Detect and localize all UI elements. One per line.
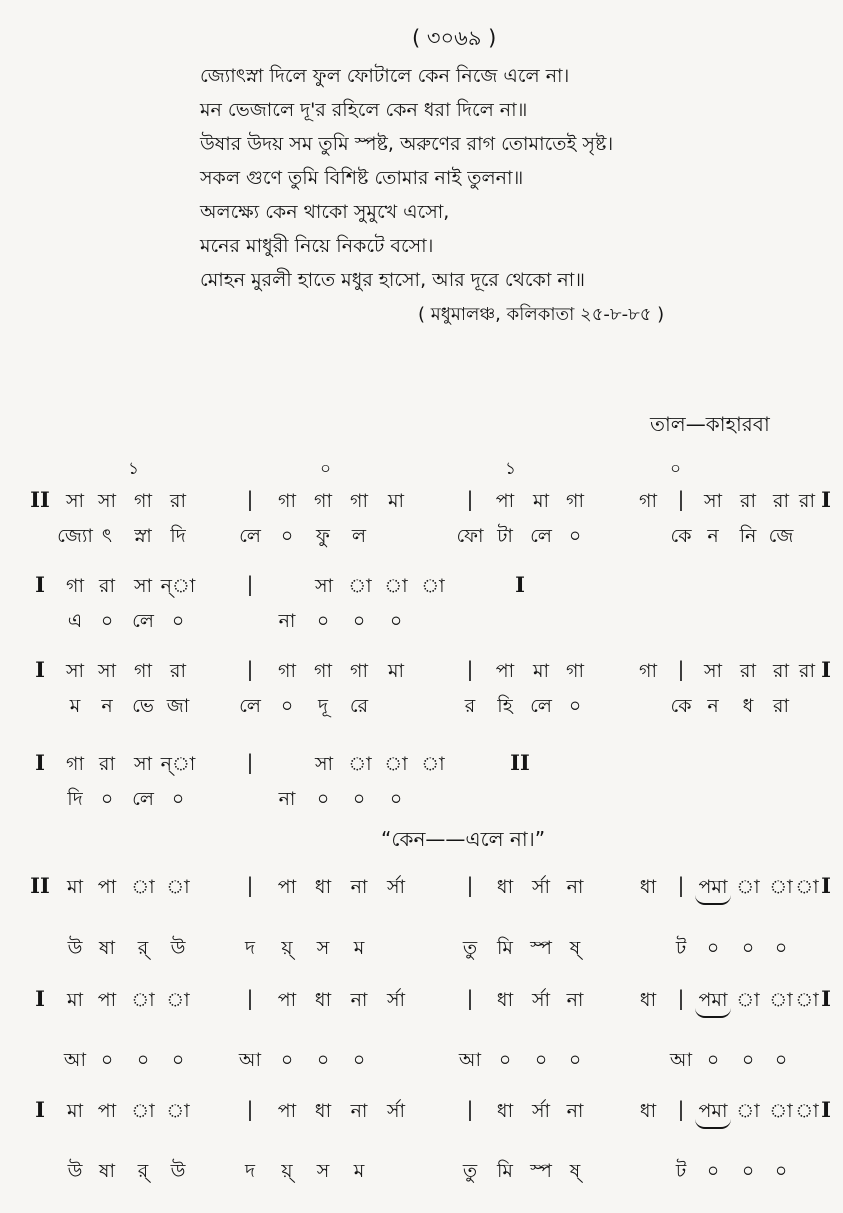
end-bar-symbol: I — [821, 657, 831, 682]
swara-note: সা — [133, 753, 153, 775]
swara-note: া — [131, 876, 155, 898]
swara-note: া — [421, 575, 445, 597]
lyric-syllable: লে — [530, 525, 552, 547]
lyric-syllable: ০ — [100, 1049, 114, 1071]
syllable-row — [0, 1157, 843, 1195]
lyric-syllable: দূ — [318, 695, 328, 717]
lyric-syllable: ধ — [742, 695, 754, 717]
lyric-syllable: উ — [67, 937, 83, 959]
lyric-line: মোহন মুরলী হাতে মধুর হাসো, আর দূরে থেকো না॥ — [200, 269, 585, 291]
swara-note: পা — [97, 1100, 117, 1122]
swara-note: গা — [278, 490, 296, 512]
end-bar-symbol: I — [821, 873, 831, 898]
swara-note: া — [348, 575, 372, 597]
swara-note: ন্া — [160, 575, 196, 597]
lyric-syllable: আ — [458, 1049, 482, 1071]
lyric-syllable: র্ — [137, 937, 149, 959]
swara-note: সা — [133, 575, 153, 597]
beat-count: ০ — [320, 459, 332, 479]
slur-mark — [695, 1008, 731, 1018]
swara-note: পা — [277, 876, 297, 898]
lyric-syllable: ০ — [568, 1049, 582, 1071]
lyric-syllable: ষ্ — [569, 937, 581, 959]
start-bar-symbol: II — [30, 487, 50, 512]
lyric-syllable: লে — [239, 525, 261, 547]
swara-note: ধা — [314, 989, 332, 1011]
lyric-syllable: উ — [170, 937, 186, 959]
swara-note: া — [795, 1100, 819, 1122]
swara-note: সা — [314, 753, 334, 775]
bar-line: | — [677, 986, 685, 1010]
bar-line: | — [677, 657, 685, 681]
start-bar-symbol: I — [35, 1097, 45, 1122]
swara-note: া — [795, 876, 819, 898]
lyric-syllable: দ — [245, 937, 255, 959]
bar-line: | — [246, 750, 254, 774]
notation-row — [0, 1097, 843, 1135]
swara-note: া — [769, 989, 793, 1011]
swara-note: পা — [277, 1100, 297, 1122]
swara-note: সা — [703, 660, 723, 682]
swara-note: া — [348, 753, 372, 775]
bar-line: | — [246, 986, 254, 1010]
swara-note: মা — [66, 876, 84, 898]
lyric-syllable: স্প — [530, 1160, 552, 1182]
swara-note: রা — [773, 490, 789, 512]
lyric-syllable: ম — [69, 695, 81, 717]
lyric-syllable: ০ — [774, 1160, 788, 1182]
lyric-syllable: ০ — [706, 1049, 720, 1071]
swara-note: গা — [134, 660, 152, 682]
notation-row — [0, 487, 843, 525]
lyric-syllable: ০ — [352, 1049, 366, 1071]
lyric-syllable: স্প — [530, 937, 552, 959]
lyric-syllable: স — [316, 1160, 330, 1182]
swara-note: া — [769, 876, 793, 898]
lyric-syllable: না — [278, 788, 296, 810]
lyric-syllable: ০ — [316, 610, 330, 632]
lyric-syllable: ০ — [498, 1049, 512, 1071]
refrain-heading: “কেন——এলে না।” — [381, 827, 546, 851]
swara-note: ন্া — [160, 753, 196, 775]
lyric-syllable: ০ — [568, 525, 582, 547]
lyric-syllable: মি — [497, 937, 513, 959]
lyric-syllable: ন — [707, 525, 719, 547]
lyric-syllable: ০ — [171, 610, 185, 632]
swara-note: সা — [97, 660, 117, 682]
swara-note: রা — [99, 575, 115, 597]
lyric-syllable: ০ — [741, 1049, 755, 1071]
lyric-syllable: টা — [497, 525, 513, 547]
lyric-syllable: ০ — [706, 937, 720, 959]
swara-note: া — [384, 575, 408, 597]
lyric-syllable: জে — [768, 525, 794, 547]
lyric-syllable: লে — [132, 788, 154, 810]
swara-note: সা — [65, 490, 85, 512]
swara-note: া — [131, 1100, 155, 1122]
lyric-line: সকল গুণে তুমি বিশিষ্ট তোমার নাই তুলনা॥ — [200, 167, 524, 189]
syllable-row — [0, 785, 843, 823]
swara-note: রা — [773, 660, 789, 682]
lyric-syllable: লে — [530, 695, 552, 717]
lyric-syllable: স — [316, 937, 330, 959]
lyric-syllable: আ — [63, 1049, 87, 1071]
swara-note: গা — [350, 490, 368, 512]
lyric-syllable: উ — [170, 1160, 186, 1182]
beat-count: ১ — [505, 459, 517, 479]
notation-row — [0, 657, 843, 695]
bar-line: | — [466, 1097, 474, 1121]
swara-note: পা — [495, 660, 515, 682]
lyric-syllable: র — [464, 695, 476, 717]
bar-line: | — [466, 657, 474, 681]
lyric-syllable: ম — [353, 937, 365, 959]
bar-line: | — [246, 657, 254, 681]
swara-note: সা — [314, 575, 334, 597]
swara-note: র্সা — [531, 1100, 551, 1122]
swara-note: গা — [639, 490, 657, 512]
lyric-syllable: লে — [132, 610, 154, 632]
syllable-row — [0, 607, 843, 645]
lyric-syllable: রে — [349, 695, 369, 717]
swara-note: সা — [97, 490, 117, 512]
lyric-syllable: ০ — [352, 610, 366, 632]
notation-row — [0, 750, 843, 788]
syllable-row — [0, 934, 843, 972]
lyric-syllable: ০ — [352, 788, 366, 810]
bar-line: | — [466, 986, 474, 1010]
lyric-syllable: ন — [707, 695, 719, 717]
swara-note: না — [566, 989, 584, 1011]
start-bar-symbol: I — [35, 750, 45, 775]
beat-count: ০ — [670, 459, 682, 479]
lyric-syllable: ০ — [280, 525, 294, 547]
lyric-syllable: ০ — [100, 610, 114, 632]
bar-line: | — [246, 1097, 254, 1121]
lyric-syllable: ০ — [568, 695, 582, 717]
swara-note: রা — [170, 660, 186, 682]
lyric-syllable: ০ — [280, 695, 294, 717]
swara-note: া — [131, 989, 155, 1011]
lyric-syllable: হি — [497, 695, 513, 717]
lyric-syllable: নি — [739, 525, 757, 547]
lyric-syllable: ০ — [389, 610, 403, 632]
swara-note: ধা — [496, 876, 514, 898]
start-bar-symbol: II — [30, 873, 50, 898]
lyric-syllable: ০ — [171, 788, 185, 810]
swara-note: পা — [495, 490, 515, 512]
lyric-syllable: এ — [67, 610, 83, 632]
swara-note: গা — [278, 660, 296, 682]
lyric-syllable: ল — [351, 525, 367, 547]
lyric-syllable: ন — [101, 695, 113, 717]
swara-note: া — [795, 989, 819, 1011]
swara-note: রা — [740, 490, 756, 512]
bar-line: | — [466, 873, 474, 897]
swara-note: রা — [99, 753, 115, 775]
notation-row — [0, 986, 843, 1024]
lyric-syllable: তু — [462, 937, 478, 959]
lyric-syllable: দি — [67, 788, 83, 810]
start-bar-symbol: I — [35, 986, 45, 1011]
swara-note: া — [736, 1100, 760, 1122]
swara-note: রা — [170, 490, 186, 512]
bar-line: | — [677, 487, 685, 511]
swara-note: া — [166, 876, 190, 898]
lyric-line: অলক্ষ্যে কেন থাকো সুমুখে এসো, — [200, 201, 450, 223]
swara-note: না — [350, 989, 368, 1011]
lyric-syllable: ০ — [100, 788, 114, 810]
swara-note: পমা — [698, 989, 728, 1011]
swara-note: না — [350, 1100, 368, 1122]
lyric-syllable: কে — [670, 525, 692, 547]
lyric-syllable: ০ — [774, 1049, 788, 1071]
swara-note: ধা — [314, 1100, 332, 1122]
start-bar-symbol: I — [35, 572, 45, 597]
swara-note: গা — [66, 575, 84, 597]
lyric-syllable: দ — [245, 1160, 255, 1182]
song-number: ( ৩০৬৯ ) — [412, 26, 497, 50]
lyric-syllable: ট — [675, 937, 687, 959]
swara-note: ধা — [314, 876, 332, 898]
swara-note: র্সা — [531, 876, 551, 898]
swara-note: গা — [314, 490, 332, 512]
swara-note: না — [566, 876, 584, 898]
lyric-syllable: ভে — [132, 695, 154, 717]
lyric-syllable: আ — [669, 1049, 693, 1071]
swara-note: ধা — [496, 1100, 514, 1122]
lyric-syllable: মি — [497, 1160, 513, 1182]
lyric-syllable: ০ — [316, 1049, 330, 1071]
swara-note: রা — [799, 660, 815, 682]
lyric-syllable: ০ — [316, 788, 330, 810]
swara-note: মা — [387, 660, 405, 682]
syllable-row — [0, 1046, 843, 1084]
swara-note: গা — [566, 660, 584, 682]
lyric-syllable: ০ — [534, 1049, 548, 1071]
swara-note: সা — [703, 490, 723, 512]
notation-row — [0, 873, 843, 911]
swara-note: া — [736, 989, 760, 1011]
swara-note: না — [566, 1100, 584, 1122]
swara-note: ধা — [639, 1100, 657, 1122]
swara-note: পা — [97, 989, 117, 1011]
swara-note: মা — [66, 989, 84, 1011]
lyric-syllable: ৎ — [101, 525, 113, 547]
lyric-syllable: র্ — [137, 1160, 149, 1182]
swara-note: া — [421, 753, 445, 775]
swara-note: গা — [350, 660, 368, 682]
lyric-syllable: ম — [353, 1160, 365, 1182]
swara-note: মা — [66, 1100, 84, 1122]
swara-note: র্সা — [531, 989, 551, 1011]
end-bar-symbol: I — [821, 1097, 831, 1122]
swara-note: গা — [566, 490, 584, 512]
lyric-syllable: জ্যো — [57, 525, 93, 547]
swara-note: পা — [277, 989, 297, 1011]
swara-note: মা — [532, 490, 550, 512]
lyric-syllable: ষা — [99, 1160, 115, 1182]
lyric-syllable: ০ — [389, 788, 403, 810]
tala-label: তাল—কাহারবা — [650, 412, 770, 436]
lyric-syllable: ০ — [706, 1160, 720, 1182]
syllable-row — [0, 522, 843, 560]
swara-note: না — [350, 876, 368, 898]
lyric-line: মন ভেজালে দূ'র রহিলে কেন ধরা দিলে না॥ — [200, 99, 528, 121]
lyric-syllable: জা — [166, 695, 190, 717]
lyric-syllable: তু — [462, 1160, 478, 1182]
swara-note: পমা — [698, 876, 728, 898]
swara-note: া — [166, 1100, 190, 1122]
swara-note: ধা — [639, 989, 657, 1011]
lyric-syllable: য়্ — [281, 1160, 293, 1182]
lyric-syllable: ০ — [171, 1049, 185, 1071]
lyric-line: উষার উদয় সম তুমি স্পষ্ট, অরুণের রাগ তোমাতেই সৃষ্ট। — [200, 133, 614, 155]
lyric-syllable: না — [278, 610, 296, 632]
swara-note: গা — [639, 660, 657, 682]
swara-note: পা — [97, 876, 117, 898]
start-bar-symbol: I — [35, 657, 45, 682]
end-bar-symbol: I — [515, 572, 525, 597]
lyric-syllable: ষা — [99, 937, 115, 959]
swara-note: সা — [65, 660, 85, 682]
swara-note: ধা — [639, 876, 657, 898]
swara-note: ধা — [496, 989, 514, 1011]
lyric-syllable: ফো — [456, 525, 484, 547]
lyric-syllable: ০ — [280, 1049, 294, 1071]
swara-note: মা — [387, 490, 405, 512]
end-bar-symbol: I — [821, 487, 831, 512]
lyric-syllable: রা — [773, 695, 789, 717]
lyric-syllable: লে — [239, 695, 261, 717]
slur-mark — [695, 895, 731, 905]
swara-note: া — [166, 989, 190, 1011]
swara-note: া — [736, 876, 760, 898]
swara-note: পমা — [698, 1100, 728, 1122]
lyric-syllable: কে — [670, 695, 692, 717]
end-bar-symbol: I — [821, 986, 831, 1011]
swara-note: গা — [314, 660, 332, 682]
swara-note: গা — [134, 490, 152, 512]
notation-row — [0, 572, 843, 610]
bar-line: | — [466, 487, 474, 511]
lyric-syllable: ফু — [316, 525, 330, 547]
swara-note: া — [769, 1100, 793, 1122]
swara-note: রা — [740, 660, 756, 682]
beat-count: ১ — [128, 459, 140, 479]
lyric-syllable: আ — [238, 1049, 262, 1071]
lyric-line: জ্যোৎস্না দিলে ফুল ফোটালে কেন নিজে এলে না। — [200, 65, 570, 87]
bar-line: | — [246, 487, 254, 511]
lyric-syllable: ০ — [741, 937, 755, 959]
lyric-syllable: ০ — [136, 1049, 150, 1071]
lyric-syllable: স্না — [134, 525, 152, 547]
bar-line: | — [246, 873, 254, 897]
bar-line: | — [677, 1097, 685, 1121]
swara-note: র্সা — [386, 989, 406, 1011]
lyric-syllable: ষ্ — [569, 1160, 581, 1182]
swara-note: র্সা — [386, 876, 406, 898]
lyric-syllable: দি — [170, 525, 186, 547]
lyric-syllable: উ — [67, 1160, 83, 1182]
lyric-syllable: য়্ — [281, 937, 293, 959]
lyric-line: মনের মাধুরী নিয়ে নিকটে বসো। — [200, 235, 434, 257]
slur-mark — [695, 1119, 731, 1129]
lyric-syllable: ০ — [741, 1160, 755, 1182]
end-bar-symbol: II — [510, 750, 530, 775]
swara-note: মা — [532, 660, 550, 682]
swara-note: গা — [66, 753, 84, 775]
attribution: ( মধুমালঞ্চ, কলিকাতা ২৫-৮-৮৫ ) — [418, 304, 665, 325]
lyric-syllable: ট — [675, 1160, 687, 1182]
syllable-row — [0, 692, 843, 730]
swara-note: া — [384, 753, 408, 775]
swara-note: র্সা — [386, 1100, 406, 1122]
bar-line: | — [677, 873, 685, 897]
bar-line: | — [246, 572, 254, 596]
lyric-syllable: ০ — [774, 937, 788, 959]
swara-note: রা — [799, 490, 815, 512]
